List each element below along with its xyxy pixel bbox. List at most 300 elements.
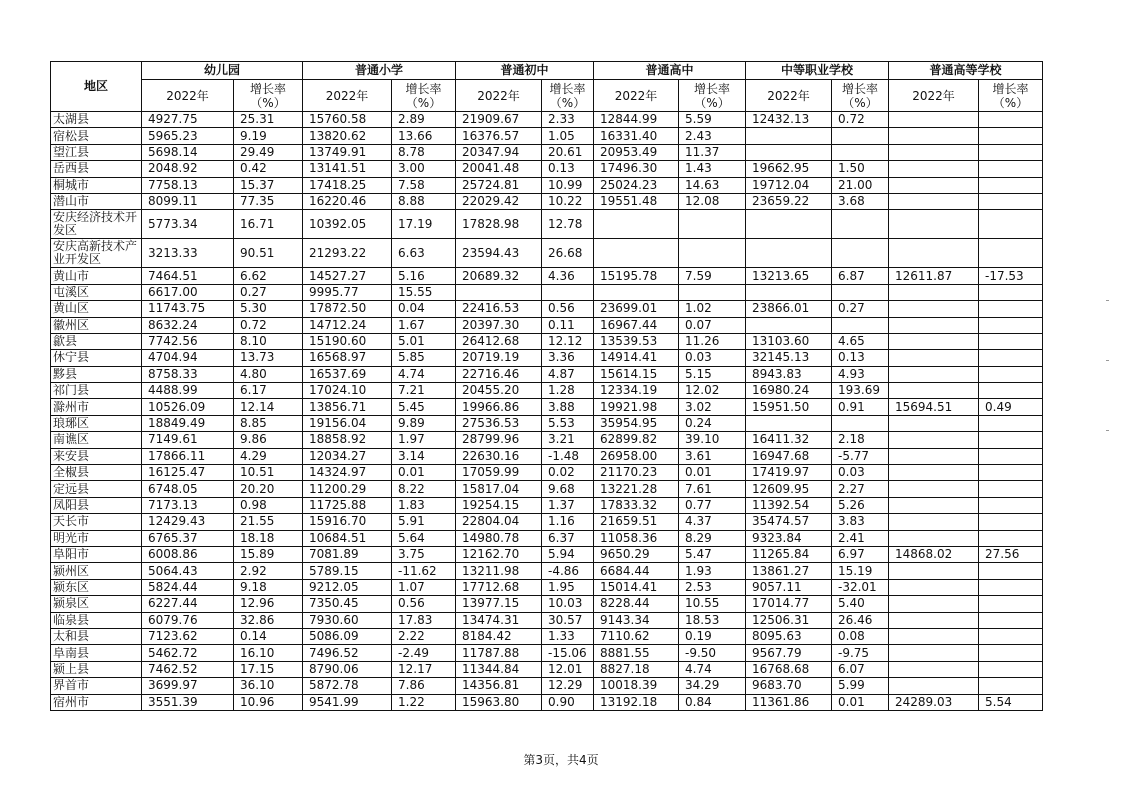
value-cell: 15195.78 xyxy=(594,268,679,284)
table-row xyxy=(51,301,1043,317)
value-cell: 20041.48 xyxy=(456,161,542,177)
value-cell: 15.19 xyxy=(832,563,889,579)
value-cell xyxy=(746,210,832,239)
value-cell: 9683.70 xyxy=(746,678,832,694)
value-cell: 12.96 xyxy=(234,596,303,612)
value-cell: 8.88 xyxy=(392,193,456,209)
value-cell: 4488.99 xyxy=(142,383,234,399)
region-cell: 安庆经济技术开发区 xyxy=(51,210,142,239)
value-cell: 8.10 xyxy=(234,333,303,349)
region-cell: 桐城市 xyxy=(51,177,142,193)
value-cell: 10.22 xyxy=(542,193,594,209)
value-cell: 17024.10 xyxy=(303,383,392,399)
value-cell: 2.53 xyxy=(679,579,746,595)
value-cell: 16947.68 xyxy=(746,448,832,464)
value-cell: 22804.04 xyxy=(456,514,542,530)
value-cell: -9.75 xyxy=(832,645,889,661)
table-row xyxy=(51,465,1043,481)
value-cell: 17872.50 xyxy=(303,301,392,317)
table-row xyxy=(51,432,1043,448)
value-cell: 21.55 xyxy=(234,514,303,530)
value-cell: 0.19 xyxy=(679,628,746,644)
value-cell: 62899.82 xyxy=(594,432,679,448)
value-cell xyxy=(979,448,1043,464)
value-cell: 13539.53 xyxy=(594,333,679,349)
value-cell: 10684.51 xyxy=(303,530,392,546)
value-cell: 1.95 xyxy=(542,579,594,595)
table-row xyxy=(51,612,1043,628)
value-cell: 4.36 xyxy=(542,268,594,284)
value-cell xyxy=(594,239,679,268)
value-cell: 0.02 xyxy=(542,465,594,481)
value-cell: 2.22 xyxy=(392,628,456,644)
value-cell: 0.84 xyxy=(679,694,746,710)
value-cell: 5.15 xyxy=(679,366,746,382)
value-cell: 9650.29 xyxy=(594,546,679,562)
value-cell: 0.04 xyxy=(392,301,456,317)
value-cell xyxy=(979,366,1043,382)
value-cell: 0.77 xyxy=(679,497,746,513)
value-cell: 16980.24 xyxy=(746,383,832,399)
value-cell: 5824.44 xyxy=(142,579,234,595)
value-cell: 23699.01 xyxy=(594,301,679,317)
table-row xyxy=(51,210,1043,239)
value-cell xyxy=(889,612,979,628)
value-cell: 6617.00 xyxy=(142,284,234,300)
value-cell xyxy=(979,563,1043,579)
value-cell: 16331.40 xyxy=(594,128,679,144)
value-cell: 11.37 xyxy=(679,144,746,160)
value-cell: 1.97 xyxy=(392,432,456,448)
value-cell: 1.67 xyxy=(392,317,456,333)
value-cell: 9323.84 xyxy=(746,530,832,546)
value-cell: 10.51 xyxy=(234,465,303,481)
value-cell: 0.27 xyxy=(832,301,889,317)
value-cell xyxy=(889,514,979,530)
value-cell: 7.61 xyxy=(679,481,746,497)
table-row xyxy=(51,333,1043,349)
value-cell: 13474.31 xyxy=(456,612,542,628)
value-cell: 12.78 xyxy=(542,210,594,239)
value-cell: 0.24 xyxy=(679,415,746,431)
table-row xyxy=(51,112,1043,128)
value-cell: 10.99 xyxy=(542,177,594,193)
value-cell xyxy=(979,317,1043,333)
value-cell xyxy=(979,301,1043,317)
value-cell xyxy=(889,210,979,239)
value-cell: 5965.23 xyxy=(142,128,234,144)
value-cell: 11725.88 xyxy=(303,497,392,513)
region-cell: 天长市 xyxy=(51,514,142,530)
value-cell: 0.01 xyxy=(832,694,889,710)
value-cell xyxy=(746,144,832,160)
value-cell: 17.19 xyxy=(392,210,456,239)
value-cell: 13.73 xyxy=(234,350,303,366)
value-cell: 5.53 xyxy=(542,415,594,431)
value-cell: 5.47 xyxy=(679,546,746,562)
value-cell xyxy=(679,284,746,300)
value-cell xyxy=(746,415,832,431)
value-cell xyxy=(889,239,979,268)
value-cell xyxy=(832,144,889,160)
value-cell: 12611.87 xyxy=(889,268,979,284)
region-cell: 宿州市 xyxy=(51,694,142,710)
value-cell: 9995.77 xyxy=(303,284,392,300)
table-row xyxy=(51,694,1043,710)
value-cell: 90.51 xyxy=(234,239,303,268)
region-cell: 阜阳市 xyxy=(51,546,142,562)
value-cell xyxy=(979,645,1043,661)
value-cell: 8228.44 xyxy=(594,596,679,612)
header-rate: 增长率（%） xyxy=(234,80,303,112)
value-cell: 29.49 xyxy=(234,144,303,160)
value-cell xyxy=(832,415,889,431)
value-cell: 13856.71 xyxy=(303,399,392,415)
value-cell xyxy=(889,415,979,431)
value-cell: 20689.32 xyxy=(456,268,542,284)
header-group: 中等职业学校 xyxy=(746,62,889,80)
header-year: 2022年 xyxy=(889,80,979,112)
value-cell: 17014.77 xyxy=(746,596,832,612)
value-cell: 19551.48 xyxy=(594,193,679,209)
region-cell: 定远县 xyxy=(51,481,142,497)
header-group: 普通高等学校 xyxy=(889,62,1043,80)
value-cell: 10.55 xyxy=(679,596,746,612)
value-cell xyxy=(889,661,979,677)
value-cell: 8758.33 xyxy=(142,366,234,382)
value-cell xyxy=(889,284,979,300)
value-cell: 6.07 xyxy=(832,661,889,677)
table-row xyxy=(51,161,1043,177)
value-cell: 6.87 xyxy=(832,268,889,284)
value-cell: 10526.09 xyxy=(142,399,234,415)
region-cell: 歙县 xyxy=(51,333,142,349)
value-cell: 12.02 xyxy=(679,383,746,399)
value-cell: 17866.11 xyxy=(142,448,234,464)
value-cell: 9.86 xyxy=(234,432,303,448)
education-expenditure-table xyxy=(50,61,1043,711)
value-cell: 0.13 xyxy=(832,350,889,366)
value-cell: 6748.05 xyxy=(142,481,234,497)
value-cell: 17.83 xyxy=(392,612,456,628)
value-cell: 5.30 xyxy=(234,301,303,317)
value-cell xyxy=(889,465,979,481)
value-cell: 0.03 xyxy=(679,350,746,366)
value-cell: 5064.43 xyxy=(142,563,234,579)
value-cell: 7.58 xyxy=(392,177,456,193)
value-cell: 3.88 xyxy=(542,399,594,415)
value-cell xyxy=(889,301,979,317)
value-cell xyxy=(979,144,1043,160)
table-row xyxy=(51,317,1043,333)
value-cell: 14527.27 xyxy=(303,268,392,284)
value-cell: 0.01 xyxy=(679,465,746,481)
value-cell xyxy=(832,317,889,333)
value-cell xyxy=(979,177,1043,193)
value-cell: 5.59 xyxy=(679,112,746,128)
value-cell: 19156.04 xyxy=(303,415,392,431)
value-cell: 20455.20 xyxy=(456,383,542,399)
value-cell: 26.46 xyxy=(832,612,889,628)
value-cell xyxy=(889,628,979,644)
value-cell: 15.55 xyxy=(392,284,456,300)
header-group: 普通小学 xyxy=(303,62,456,80)
value-cell xyxy=(979,678,1043,694)
region-cell: 宿松县 xyxy=(51,128,142,144)
value-cell xyxy=(594,284,679,300)
value-cell: 0.13 xyxy=(542,161,594,177)
value-cell: 6.97 xyxy=(832,546,889,562)
value-cell: 16220.46 xyxy=(303,193,392,209)
value-cell: 193.69 xyxy=(832,383,889,399)
value-cell: 34.29 xyxy=(679,678,746,694)
region-cell: 安庆高新技术产业开发区 xyxy=(51,239,142,268)
value-cell: 20719.19 xyxy=(456,350,542,366)
region-cell: 颍东区 xyxy=(51,579,142,595)
value-cell: 5.91 xyxy=(392,514,456,530)
value-cell xyxy=(832,210,889,239)
value-cell: 0.08 xyxy=(832,628,889,644)
region-cell: 界首市 xyxy=(51,678,142,694)
value-cell: 26958.00 xyxy=(594,448,679,464)
value-cell: 5.45 xyxy=(392,399,456,415)
region-cell: 颍上县 xyxy=(51,661,142,677)
value-cell: 28799.96 xyxy=(456,432,542,448)
value-cell: 15916.70 xyxy=(303,514,392,530)
value-cell: 8.22 xyxy=(392,481,456,497)
region-cell: 黟县 xyxy=(51,366,142,382)
value-cell xyxy=(979,383,1043,399)
value-cell xyxy=(979,161,1043,177)
value-cell xyxy=(889,596,979,612)
value-cell: 12844.99 xyxy=(594,112,679,128)
value-cell: 22630.16 xyxy=(456,448,542,464)
value-cell: 13213.65 xyxy=(746,268,832,284)
value-cell: 6684.44 xyxy=(594,563,679,579)
value-cell xyxy=(832,284,889,300)
table-row xyxy=(51,193,1043,209)
value-cell: 0.01 xyxy=(392,465,456,481)
value-cell: 1.28 xyxy=(542,383,594,399)
table-row xyxy=(51,530,1043,546)
value-cell: -1.48 xyxy=(542,448,594,464)
value-cell: 30.57 xyxy=(542,612,594,628)
value-cell xyxy=(456,284,542,300)
value-cell: 12.29 xyxy=(542,678,594,694)
value-cell: 5.26 xyxy=(832,497,889,513)
region-cell: 休宁县 xyxy=(51,350,142,366)
value-cell: 32.86 xyxy=(234,612,303,628)
value-cell: 7496.52 xyxy=(303,645,392,661)
value-cell: 27536.53 xyxy=(456,415,542,431)
region-cell: 太湖县 xyxy=(51,112,142,128)
value-cell: 7173.13 xyxy=(142,497,234,513)
header-group: 幼儿园 xyxy=(142,62,303,80)
value-cell xyxy=(979,465,1043,481)
value-cell xyxy=(889,678,979,694)
table-row xyxy=(51,481,1043,497)
value-cell: 11743.75 xyxy=(142,301,234,317)
value-cell: 1.02 xyxy=(679,301,746,317)
value-cell: 8.78 xyxy=(392,144,456,160)
value-cell: 16768.68 xyxy=(746,661,832,677)
value-cell: 2.89 xyxy=(392,112,456,128)
region-cell: 颍州区 xyxy=(51,563,142,579)
value-cell: 5872.78 xyxy=(303,678,392,694)
value-cell: 7758.13 xyxy=(142,177,234,193)
value-cell: 4.80 xyxy=(234,366,303,382)
table-row xyxy=(51,268,1043,284)
value-cell xyxy=(979,128,1043,144)
header-rate: 增长率（%） xyxy=(392,80,456,112)
value-cell: 9.18 xyxy=(234,579,303,595)
value-cell: 39.10 xyxy=(679,432,746,448)
value-cell: 5.16 xyxy=(392,268,456,284)
value-cell xyxy=(832,128,889,144)
header-year: 2022年 xyxy=(456,80,542,112)
value-cell: 15760.58 xyxy=(303,112,392,128)
value-cell: 17833.32 xyxy=(594,497,679,513)
region-cell: 徽州区 xyxy=(51,317,142,333)
table-row xyxy=(51,144,1043,160)
region-cell: 望江县 xyxy=(51,144,142,160)
value-cell: 12034.27 xyxy=(303,448,392,464)
value-cell: 7.59 xyxy=(679,268,746,284)
value-cell: 9.89 xyxy=(392,415,456,431)
value-cell: 0.91 xyxy=(832,399,889,415)
table-header xyxy=(51,62,1043,112)
value-cell xyxy=(979,239,1043,268)
value-cell: 7110.62 xyxy=(594,628,679,644)
table-row xyxy=(51,563,1043,579)
value-cell: 0.56 xyxy=(542,301,594,317)
value-cell: 15963.80 xyxy=(456,694,542,710)
value-cell: 4.37 xyxy=(679,514,746,530)
value-cell: -5.77 xyxy=(832,448,889,464)
table-row xyxy=(51,383,1043,399)
value-cell: 3213.33 xyxy=(142,239,234,268)
value-cell: 1.33 xyxy=(542,628,594,644)
value-cell: 2.27 xyxy=(832,481,889,497)
value-cell: 13211.98 xyxy=(456,563,542,579)
value-cell: 23659.22 xyxy=(746,193,832,209)
header-rate: 增长率（%） xyxy=(832,80,889,112)
value-cell: 18858.92 xyxy=(303,432,392,448)
value-cell xyxy=(889,112,979,128)
value-cell: 8095.63 xyxy=(746,628,832,644)
value-cell: 12334.19 xyxy=(594,383,679,399)
value-cell: 16537.69 xyxy=(303,366,392,382)
value-cell: 7464.51 xyxy=(142,268,234,284)
table-row xyxy=(51,415,1043,431)
value-cell xyxy=(832,239,889,268)
value-cell: 21170.23 xyxy=(594,465,679,481)
table-row xyxy=(51,177,1043,193)
value-cell: 12432.13 xyxy=(746,112,832,128)
value-cell xyxy=(746,317,832,333)
value-cell: 22716.46 xyxy=(456,366,542,382)
value-cell: 0.42 xyxy=(234,161,303,177)
table-row xyxy=(51,399,1043,415)
value-cell: 0.27 xyxy=(234,284,303,300)
table-row xyxy=(51,546,1043,562)
header-rate: 增长率（%） xyxy=(679,80,746,112)
value-cell: 19966.86 xyxy=(456,399,542,415)
value-cell: -11.62 xyxy=(392,563,456,579)
value-cell: 14868.02 xyxy=(889,546,979,562)
value-cell: 23866.01 xyxy=(746,301,832,317)
table-row xyxy=(51,678,1043,694)
value-cell: 14324.97 xyxy=(303,465,392,481)
value-cell xyxy=(979,514,1043,530)
value-cell: 9567.79 xyxy=(746,645,832,661)
value-cell xyxy=(679,210,746,239)
value-cell: 0.03 xyxy=(832,465,889,481)
table-row xyxy=(51,645,1043,661)
value-cell: 12.17 xyxy=(392,661,456,677)
value-cell: 8099.11 xyxy=(142,193,234,209)
value-cell: 14712.24 xyxy=(303,317,392,333)
value-cell: 17496.30 xyxy=(594,161,679,177)
value-cell xyxy=(889,333,979,349)
value-cell xyxy=(594,210,679,239)
region-cell: 黄山区 xyxy=(51,301,142,317)
value-cell: 19254.15 xyxy=(456,497,542,513)
value-cell: 26.68 xyxy=(542,239,594,268)
value-cell: 6.62 xyxy=(234,268,303,284)
value-cell: 1.93 xyxy=(679,563,746,579)
value-cell: 12506.31 xyxy=(746,612,832,628)
header-year: 2022年 xyxy=(594,80,679,112)
value-cell: 10018.39 xyxy=(594,678,679,694)
value-cell: 8827.18 xyxy=(594,661,679,677)
value-cell: 6079.76 xyxy=(142,612,234,628)
value-cell: 16568.97 xyxy=(303,350,392,366)
value-cell: 0.14 xyxy=(234,628,303,644)
value-cell: 5773.34 xyxy=(142,210,234,239)
value-cell: 5789.15 xyxy=(303,563,392,579)
value-cell: 20397.30 xyxy=(456,317,542,333)
value-cell: 4.74 xyxy=(392,366,456,382)
value-cell: 12429.43 xyxy=(142,514,234,530)
value-cell: 20347.94 xyxy=(456,144,542,160)
value-cell xyxy=(979,661,1043,677)
value-cell: 20.20 xyxy=(234,481,303,497)
value-cell: 1.05 xyxy=(542,128,594,144)
value-cell: 13103.60 xyxy=(746,333,832,349)
value-cell xyxy=(979,579,1043,595)
value-cell: 10.03 xyxy=(542,596,594,612)
value-cell: 9.68 xyxy=(542,481,594,497)
value-cell xyxy=(889,177,979,193)
value-cell: 17419.97 xyxy=(746,465,832,481)
value-cell: 11200.29 xyxy=(303,481,392,497)
value-cell xyxy=(889,481,979,497)
value-cell: 1.22 xyxy=(392,694,456,710)
value-cell: 16.71 xyxy=(234,210,303,239)
region-cell: 滁州市 xyxy=(51,399,142,415)
value-cell: 13192.18 xyxy=(594,694,679,710)
value-cell: 15.89 xyxy=(234,546,303,562)
value-cell: 3.61 xyxy=(679,448,746,464)
value-cell: 15614.15 xyxy=(594,366,679,382)
header-year: 2022年 xyxy=(142,80,234,112)
value-cell xyxy=(889,448,979,464)
value-cell: 8184.42 xyxy=(456,628,542,644)
value-cell: 12.08 xyxy=(679,193,746,209)
value-cell xyxy=(979,210,1043,239)
value-cell: 21909.67 xyxy=(456,112,542,128)
